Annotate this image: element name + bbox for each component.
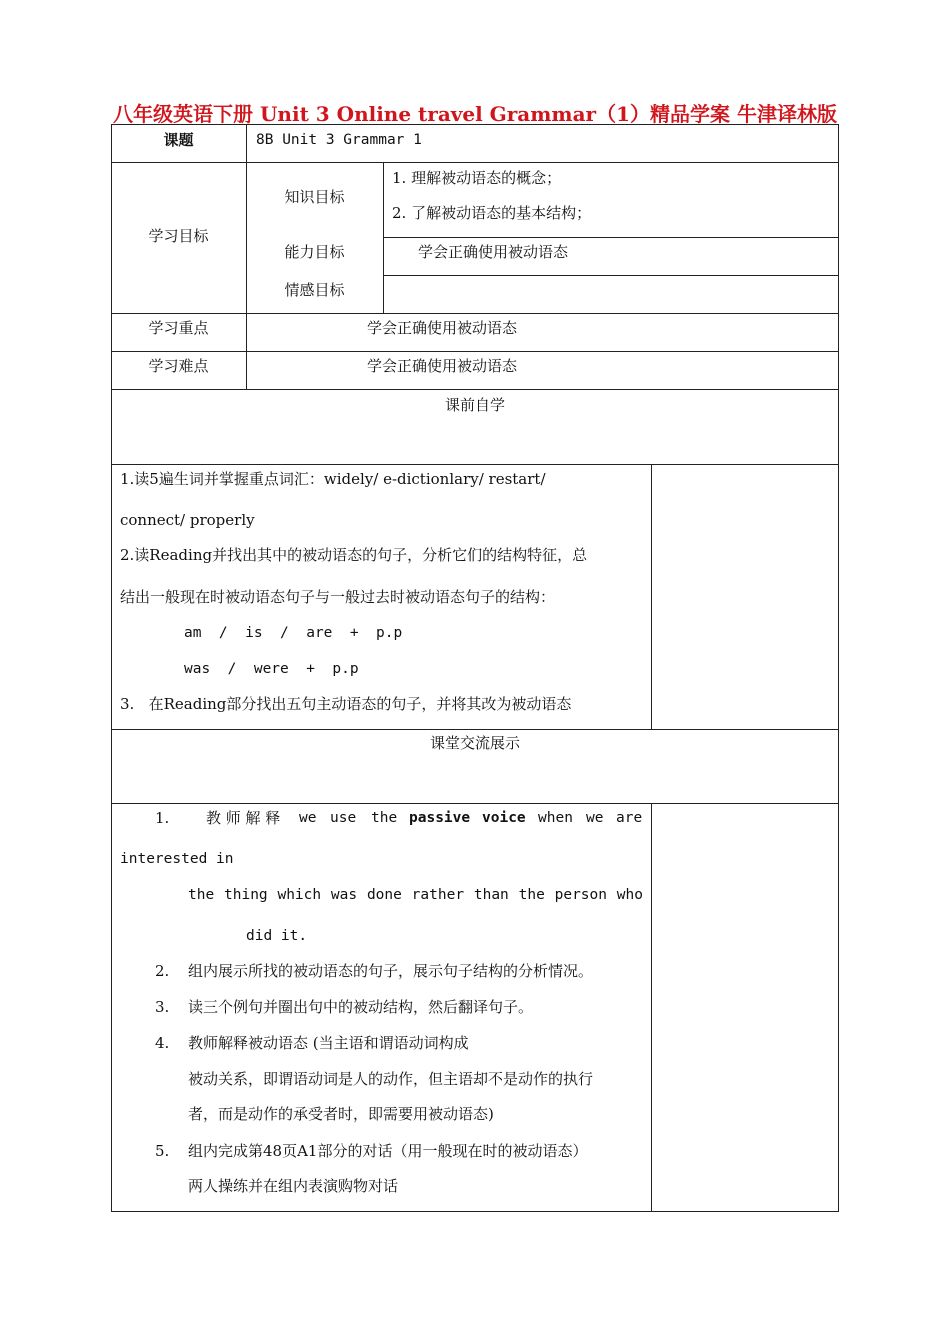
item-4-line-2: 被动关系，即谓语动词是人的动作，但主语却不是动作的执行 [188, 1070, 594, 1088]
preview-line-3: 2.读Reading并找出其中的被动语态的句子，分析它们的结构特征，总 [120, 546, 588, 564]
preview-formula-present: am / is / are + p.p [184, 625, 403, 641]
item-1-word-voice: voice [482, 810, 526, 826]
objectives-label: 学习目标 [148, 227, 209, 245]
item-5-number: 5. [155, 1142, 170, 1160]
knowledge-label: 知识目标 [284, 188, 345, 206]
item-1-word-use: use [330, 810, 357, 826]
item-4-line-3: 者，而是动作的承受者时，即需要用被动语态) [188, 1105, 494, 1123]
item-1-line-2: interested in [120, 851, 234, 867]
item-1-word-are: are [616, 810, 643, 826]
knowledge-item-1: 1. 理解被动语态的概念； [392, 169, 562, 187]
knowledge-item-2: 2. 了解被动语态的基本结构； [392, 204, 592, 222]
item-5-line-2: 两人操练并在组内表演购物对话 [188, 1177, 399, 1195]
item-5-line-1: 组内完成第48页A1部分的对话（用一般现在时的被动语态） [188, 1142, 588, 1160]
document-title: 八年级英语下册 Unit 3 Online travel Grammar（1）精品学案 牛津译林版 [113, 102, 837, 126]
topic-label: 课题 [163, 131, 194, 149]
item-2-text: 组内展示所找的被动语态的句子，展示句子结构的分析情况。 [188, 962, 594, 980]
item-3-text: 读三个例句并圈出句中的被动结构，然后翻译句子。 [188, 998, 534, 1016]
item-2-number: 2. [155, 962, 170, 980]
item-4-number: 4. [155, 1034, 170, 1052]
item-3-number: 3. [155, 998, 170, 1016]
item-1-teacher: 教 师 解 释 [206, 809, 281, 827]
ability-value: 学会正确使用被动语态 [418, 243, 569, 261]
ability-label: 能力目标 [284, 243, 345, 261]
difficulties-label: 学习难点 [148, 357, 209, 375]
preview-formula-past: was / were + p.p [184, 661, 359, 677]
item-4-line-1: 教师解释被动语态 (当主语和谓语动词构成 [188, 1034, 469, 1052]
item-1-number: 1. [155, 809, 170, 827]
key-points-label: 学习重点 [148, 319, 209, 337]
item-1-line-4: did it. [246, 928, 308, 944]
item-1-word-the: the [371, 810, 398, 826]
preview-line-2: connect/ properly [120, 511, 255, 529]
key-points-value: 学会正确使用被动语态 [367, 319, 518, 337]
item-1-line-3: the thing which was done rather than the person who [188, 887, 643, 903]
preview-line-1: 1.读5遍生词并掌握重点词汇：widely/ e-dictionlary/ restart/ [120, 470, 546, 488]
item-1-word-passive: passive [409, 810, 471, 826]
difficulties-value: 学会正确使用被动语态 [367, 357, 518, 375]
preview-heading: 课前自学 [444, 396, 505, 414]
item-1-word-when: when [538, 810, 573, 826]
preview-line-4: 结出一般现在时被动语态句子与一般过去时被动语态句子的结构： [120, 588, 556, 606]
topic-value: 8B Unit 3 Grammar 1 [256, 132, 422, 148]
item-1-word-we-2: we [586, 810, 604, 826]
classroom-heading: 课堂交流展示 [429, 734, 520, 752]
item-1-word-we: we [299, 810, 317, 826]
emotion-label: 情感目标 [284, 281, 345, 299]
preview-line-5: 3. 在Reading部分找出五句主动语态的句子，并将其改为被动语态 [120, 695, 572, 713]
